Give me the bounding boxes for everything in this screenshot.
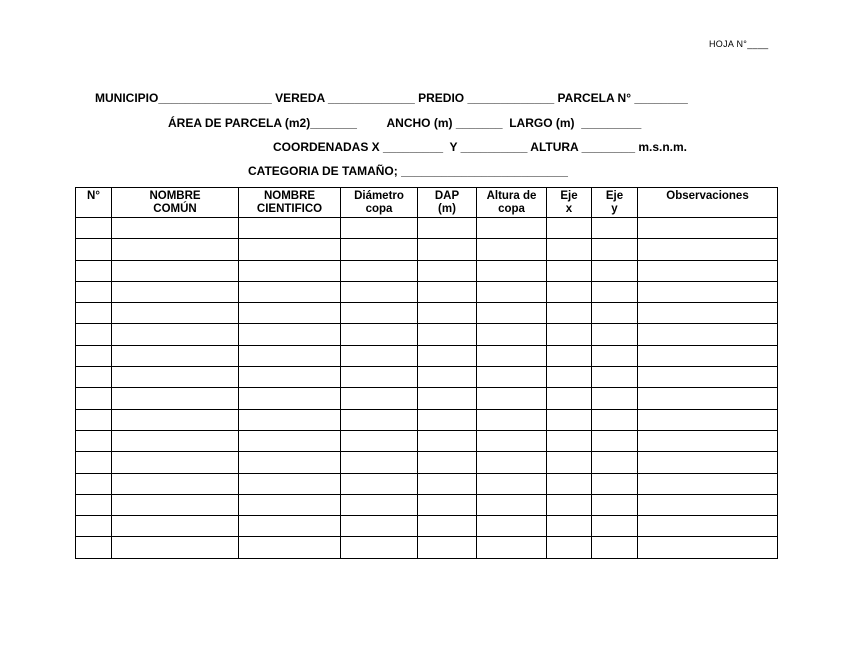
table-cell[interactable] [477,303,547,324]
table-cell[interactable] [112,218,239,239]
header-line-location: MUNICIPIO_________________ VEREDA _____________ PREDIO _____________ PARCELA N° ________ [95,91,688,105]
table-cell[interactable] [477,324,547,345]
table-cell[interactable] [239,473,341,494]
header-line-coordinates: COORDENADAS X _________ Y __________ ALTURA ________ m.s.n.m. [273,140,687,154]
table-cell[interactable] [76,494,112,515]
table-cell[interactable] [418,473,477,494]
table-row [76,324,778,345]
table-cell[interactable] [477,260,547,281]
table-cell[interactable] [638,409,778,430]
table-cell[interactable] [477,281,547,302]
table-cell[interactable] [418,324,477,345]
sheet-number-label: HOJA N°____ [709,39,769,49]
table-cell[interactable] [547,218,592,239]
table-cell[interactable] [547,516,592,537]
table-cell[interactable] [418,516,477,537]
table-cell[interactable] [341,430,418,451]
table-cell[interactable] [547,324,592,345]
table-cell[interactable] [341,324,418,345]
table-cell[interactable] [239,430,341,451]
table-cell[interactable] [76,367,112,388]
table-cell[interactable] [592,345,638,366]
table-cell[interactable] [477,388,547,409]
table-cell[interactable] [477,409,547,430]
table-cell[interactable] [547,260,592,281]
table-cell[interactable] [418,494,477,515]
table-cell[interactable] [477,452,547,473]
table-cell[interactable] [76,260,112,281]
table-cell[interactable] [638,281,778,302]
table-cell[interactable] [112,537,239,558]
column-header-axis-x: Eje x [547,188,592,218]
table-cell[interactable] [638,537,778,558]
table-cell[interactable] [112,388,239,409]
table-cell[interactable] [547,452,592,473]
table-cell[interactable] [418,281,477,302]
table-cell[interactable] [76,516,112,537]
table-cell[interactable] [592,452,638,473]
table-cell[interactable] [239,409,341,430]
table-cell[interactable] [547,537,592,558]
table-cell[interactable] [112,345,239,366]
table-cell[interactable] [341,367,418,388]
table-cell[interactable] [341,494,418,515]
table-row [76,537,778,558]
table-cell[interactable] [239,239,341,260]
table-cell[interactable] [418,537,477,558]
table-cell[interactable] [341,537,418,558]
table-row [76,281,778,302]
table-cell[interactable] [418,239,477,260]
table-cell[interactable] [547,345,592,366]
table-cell[interactable] [638,367,778,388]
table-cell[interactable] [76,430,112,451]
table-cell[interactable] [76,345,112,366]
table-cell[interactable] [112,516,239,537]
table-cell[interactable] [592,281,638,302]
table-cell[interactable] [547,473,592,494]
table-row [76,409,778,430]
column-header-number: N° [76,188,112,218]
table-cell[interactable] [592,367,638,388]
table-cell[interactable] [418,260,477,281]
table-cell[interactable] [592,388,638,409]
table-cell[interactable] [418,452,477,473]
table-cell[interactable] [592,260,638,281]
table-cell[interactable] [638,239,778,260]
column-header-common-name: NOMBRE COMÚN [112,188,239,218]
table-cell[interactable] [76,409,112,430]
table-cell[interactable] [592,409,638,430]
table-row [76,367,778,388]
table-cell[interactable] [76,239,112,260]
table-cell[interactable] [76,452,112,473]
table-cell[interactable] [341,260,418,281]
table-cell[interactable] [112,409,239,430]
table-cell[interactable] [239,494,341,515]
table-cell[interactable] [112,324,239,345]
table-cell[interactable] [239,218,341,239]
table-cell[interactable] [477,345,547,366]
column-header-scientific-name: NOMBRE CIENTIFICO [239,188,341,218]
table-cell[interactable] [592,473,638,494]
table-cell[interactable] [341,303,418,324]
table-cell[interactable] [638,260,778,281]
table-cell[interactable] [239,452,341,473]
table-header-row [76,188,778,218]
table-cell[interactable] [239,388,341,409]
table-cell[interactable] [547,409,592,430]
tree-inventory-table [75,187,778,559]
table-cell[interactable] [76,303,112,324]
table-cell[interactable] [477,239,547,260]
table-row [76,473,778,494]
table-cell[interactable] [112,494,239,515]
table-cell[interactable] [477,473,547,494]
table-cell[interactable] [341,388,418,409]
table-cell[interactable] [592,303,638,324]
table-cell[interactable] [341,516,418,537]
table-cell[interactable] [112,473,239,494]
table-cell[interactable] [592,537,638,558]
table-cell[interactable] [341,345,418,366]
table-cell[interactable] [418,303,477,324]
table-cell[interactable] [477,367,547,388]
table-cell[interactable] [638,388,778,409]
table-cell[interactable] [112,367,239,388]
table-cell[interactable] [112,430,239,451]
table-cell[interactable] [341,409,418,430]
table-cell[interactable] [592,494,638,515]
table-cell[interactable] [418,430,477,451]
table-cell[interactable] [112,239,239,260]
table-cell[interactable] [239,516,341,537]
table-cell[interactable] [592,324,638,345]
table-cell[interactable] [239,281,341,302]
table-row [76,494,778,515]
column-header-observations: Observaciones [638,188,778,218]
table-cell[interactable] [112,281,239,302]
table-cell[interactable] [638,218,778,239]
table-cell[interactable] [547,430,592,451]
table-cell[interactable] [418,345,477,366]
table-cell[interactable] [239,260,341,281]
header-line-size-category: CATEGORIA DE TAMAÑO; _________________________ [248,164,568,178]
table-cell[interactable] [592,218,638,239]
table-cell[interactable] [239,367,341,388]
table-cell[interactable] [76,218,112,239]
table-cell[interactable] [638,324,778,345]
table-cell[interactable] [341,239,418,260]
table-cell[interactable] [341,452,418,473]
table-cell[interactable] [418,218,477,239]
table-cell[interactable] [341,281,418,302]
table-cell[interactable] [638,516,778,537]
table-cell[interactable] [418,388,477,409]
table-cell[interactable] [592,239,638,260]
table-row [76,239,778,260]
table-cell[interactable] [638,303,778,324]
table-cell[interactable] [239,345,341,366]
table-cell[interactable] [239,303,341,324]
column-header-axis-y: Eje y [592,188,638,218]
table-cell[interactable] [638,473,778,494]
table-body [76,218,778,559]
table-cell[interactable] [477,218,547,239]
table-row [76,260,778,281]
table-cell[interactable] [76,281,112,302]
table-row [76,218,778,239]
table-cell[interactable] [592,430,638,451]
table-row [76,345,778,366]
table-cell[interactable] [239,324,341,345]
table-cell[interactable] [76,388,112,409]
table-cell[interactable] [76,473,112,494]
table-cell[interactable] [76,537,112,558]
table-cell[interactable] [112,260,239,281]
table-cell[interactable] [638,430,778,451]
column-header-crown-diameter: Diámetro copa [341,188,418,218]
table-cell[interactable] [547,239,592,260]
table-cell[interactable] [477,516,547,537]
table-cell[interactable] [76,324,112,345]
table-cell[interactable] [477,430,547,451]
column-header-crown-height: Altura de copa [477,188,547,218]
table-cell[interactable] [547,281,592,302]
table-row [76,388,778,409]
table-cell[interactable] [239,537,341,558]
table-cell[interactable] [418,409,477,430]
table-cell[interactable] [592,516,638,537]
table-cell[interactable] [112,452,239,473]
table-cell[interactable] [547,388,592,409]
table-cell[interactable] [477,494,547,515]
table-cell[interactable] [418,367,477,388]
table-cell[interactable] [638,452,778,473]
table-row [76,430,778,451]
table-cell[interactable] [547,494,592,515]
table-cell[interactable] [547,367,592,388]
table-cell[interactable] [112,303,239,324]
header-line-plot-area: ÁREA DE PARCELA (m2)_______ ANCHO (m) _______ LARGO (m) _________ [168,116,642,130]
table-cell[interactable] [638,494,778,515]
table-cell[interactable] [547,303,592,324]
table-cell[interactable] [341,218,418,239]
column-header-dap: DAP (m) [418,188,477,218]
table-cell[interactable] [638,345,778,366]
table-row [76,516,778,537]
table-cell[interactable] [477,537,547,558]
table-cell[interactable] [341,473,418,494]
table-row [76,303,778,324]
table-row [76,452,778,473]
